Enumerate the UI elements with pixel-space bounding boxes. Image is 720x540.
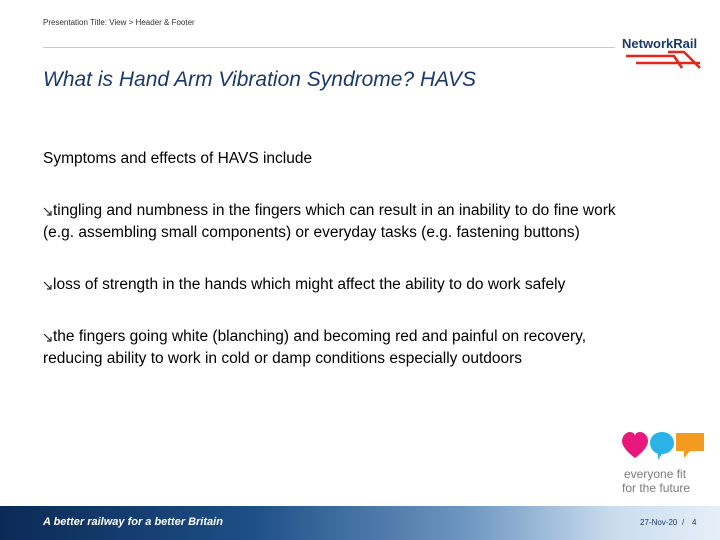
bullet-text: tingling and numbness in the fingers which can result in an inability to do fine work (e.g. assembling small components) or everyday tasks (e.g. fastening buttons) bbox=[43, 202, 616, 241]
footer-slogan: A better railway for a better Britain bbox=[43, 516, 223, 528]
logo-text: NetworkRail bbox=[622, 36, 698, 51]
arrow-bullet-icon bbox=[43, 207, 53, 217]
arrow-bullet-icon bbox=[43, 281, 53, 291]
speech-square-icon bbox=[676, 433, 704, 458]
page-number: 4 bbox=[692, 518, 697, 527]
badge-line1: everyone fit bbox=[624, 467, 687, 481]
badge-line2: for the future bbox=[622, 481, 691, 495]
bullet-item bbox=[43, 274, 623, 296]
bullet-item bbox=[43, 200, 623, 244]
bullet-text: loss of strength in the hands which might affect the ability to do work safely bbox=[53, 276, 566, 293]
slide-title: What is Hand Arm Vibration Syndrome? HAVS bbox=[43, 68, 477, 91]
presentation-title: Presentation Title: View > Header & Footer bbox=[43, 18, 195, 27]
header-divider bbox=[43, 47, 615, 48]
footer-date: 27-Nov-20 bbox=[640, 518, 678, 527]
intro-text: Symptoms and effects of HAVS include bbox=[43, 150, 313, 167]
speech-bubble-icon bbox=[650, 432, 674, 460]
bullet-text: the fingers going white (blanching) and becoming red and painful on recovery, reducing ability to work in cold or damp conditions especially outdoors bbox=[43, 328, 587, 367]
network-rail-logo bbox=[616, 32, 708, 72]
everyone-fit-badge bbox=[618, 428, 708, 498]
bullet-item bbox=[43, 326, 623, 370]
arrow-bullet-icon bbox=[43, 333, 53, 343]
heart-icon bbox=[622, 432, 648, 458]
slide-body bbox=[43, 148, 623, 400]
footer-separator: / bbox=[682, 518, 685, 527]
